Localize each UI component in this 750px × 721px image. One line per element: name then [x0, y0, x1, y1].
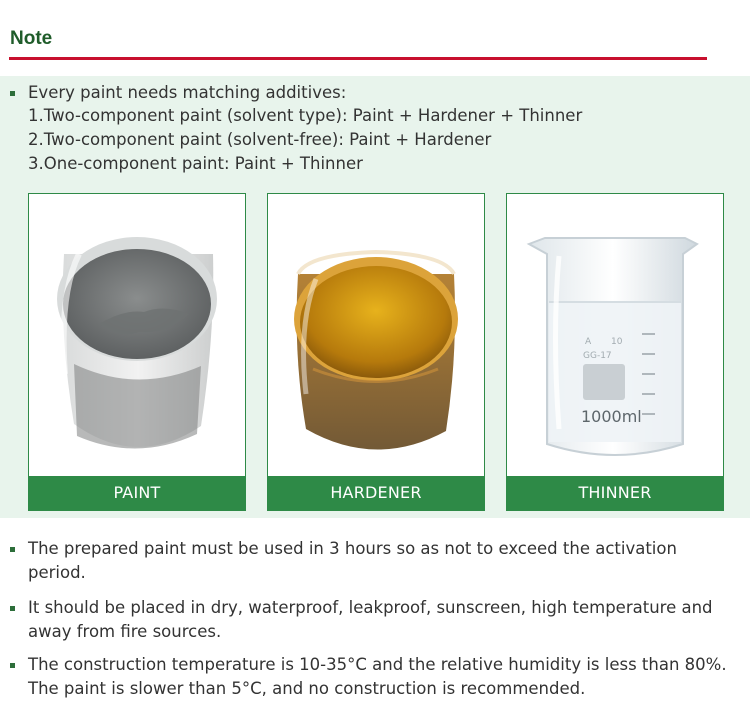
- intro-line-3: 2.Two-component paint (solvent-free): Paint + Hardener: [28, 130, 492, 149]
- beaker-mark-volume: 1000ml: [581, 407, 642, 426]
- beaker-mark-10: 10: [611, 337, 623, 347]
- thinner-label: THINNER: [507, 476, 723, 510]
- title-divider: [9, 57, 707, 60]
- note-bullet-3: [10, 663, 15, 668]
- intro-line-4: 3.One-component paint: Paint + Thinner: [28, 154, 363, 173]
- note-2: It should be placed in dry, waterproof, leakproof, sunscreen, high temperature and away from fire sources.: [28, 598, 713, 641]
- thinner-beaker-image: [507, 194, 723, 476]
- beaker-grey-paint-icon: [29, 194, 245, 476]
- paint-label: PAINT: [29, 476, 245, 510]
- intro-line-2: 1.Two-component paint (solvent type): Paint + Hardener + Thinner: [28, 106, 583, 125]
- note-1: The prepared paint must be used in 3 hours so as not to exceed the activation period.: [28, 539, 677, 582]
- beaker-clear-liquid-icon: [507, 194, 723, 476]
- intro-bullet: [10, 91, 15, 96]
- beaker-amber-liquid-icon: [268, 194, 484, 476]
- hardener-label: HARDENER: [268, 476, 484, 510]
- card-paint: [28, 193, 246, 511]
- note-bullet-1: [10, 547, 15, 552]
- paint-beaker-image: [29, 194, 245, 476]
- intro-line-1: Every paint needs matching additives:: [28, 83, 347, 102]
- hardener-beaker-image: [268, 194, 484, 476]
- page-title: Note: [10, 28, 53, 49]
- note-3: The construction temperature is 10-35°C and the relative humidity is less than 80%. The paint is slower than 5°C, and no construction is recommended.: [28, 655, 727, 698]
- card-hardener: [267, 193, 485, 511]
- beaker-mark-a: A: [585, 337, 592, 347]
- beaker-mark-gg17: GG-17: [583, 351, 612, 361]
- card-thinner: [506, 193, 724, 511]
- note-bullet-2: [10, 606, 15, 611]
